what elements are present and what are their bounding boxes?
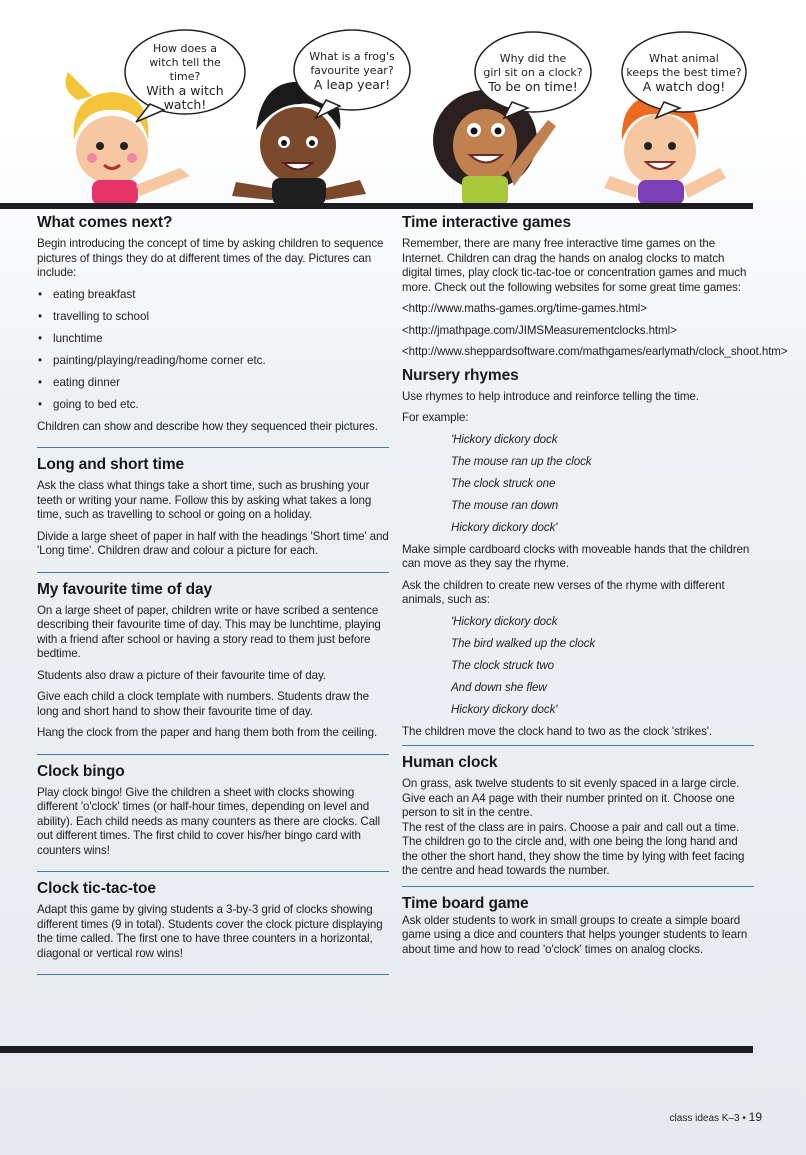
paragraph: Use rhymes to help introduce and reinforce telling the time. [402, 389, 699, 403]
right-column [402, 214, 788, 978]
paragraph: Ask the class what things take a short time, such as brushing your teeth or writing your name. Follow this by asking what takes a long time, such as travelling to school or going on a holiday. [37, 479, 372, 521]
bubble-question-line: What is a frog's [309, 50, 395, 63]
section-clock-tic-tac-toe [37, 880, 389, 975]
page-number: 19 [748, 1110, 762, 1124]
section-heading: Long and short time [37, 456, 185, 473]
section-what-comes-next [37, 214, 389, 448]
speech-bubble-dog [625, 52, 743, 94]
paragraph: Give each child a clock template with numbers. Students draw the long and short hand to show their favourite time of day. [37, 690, 369, 718]
website-link[interactable]: <http://www.maths-games.org/time-games.html> [402, 302, 647, 315]
bubble-question-line: How does a [153, 42, 217, 55]
rhyme-line: Hickory dickory dock' [451, 520, 558, 534]
bubble-answer-line: A leap year! [313, 77, 391, 92]
section-heading: Nursery rhymes [402, 366, 519, 384]
left-column [37, 214, 389, 983]
paragraph: On a large sheet of paper, children write or have scribed a sentence describing their favourite time of day. This may be lunchtime, playing with a friend after school or having a story read to them just before bedtime. [37, 603, 381, 660]
bubble-answer-line: To be on time! [488, 79, 578, 94]
list-item: • lunchtime [37, 332, 389, 347]
section-heading: Time interactive games [402, 214, 571, 231]
bubble-answer-line: With a witch [146, 83, 224, 98]
bubble-question-line: favourite year? [310, 64, 394, 77]
bubble-question-line: What animal [649, 52, 719, 65]
list-item: • painting/playing/reading/home corner etc. [37, 354, 389, 369]
bubble-question-line: girl sit on a clock? [483, 66, 583, 79]
bullet-list [37, 288, 389, 413]
rhyme-line: Hickory dickory dock' [451, 702, 558, 716]
rhyme-line: The clock struck two [451, 658, 555, 672]
website-link[interactable]: <http://jmathpage.com/JIMSMeasurementclocks.html> [402, 323, 677, 337]
rhyme-line: The mouse ran down [451, 498, 559, 512]
list-item: • travelling to school [37, 310, 389, 325]
list-item: • eating dinner [37, 376, 389, 391]
speech-bubble-clock [483, 52, 583, 94]
section-heading: Clock tic-tac-toe [37, 880, 156, 897]
paragraph: Remember, there are many free interactive time games on the Internet. Children can drag the hands on analog clocks to match digital times, play clock tic-tac-toe or concentration games and much more. Check out the following websites for some great time games: [402, 237, 747, 294]
bubble-question-line: witch tell the time? [149, 56, 221, 83]
rhyme-line: And down she flew [451, 680, 547, 694]
paragraph: Divide a large sheet of paper in half with the headings 'Short time' and 'Long time'. Children draw and colour a picture for each. [37, 529, 389, 557]
paragraph: The children move the clock hand to two as the clock 'strikes'. [402, 724, 713, 738]
header-illustration [0, 0, 806, 210]
paragraph: Ask older students to work in small groups to create a simple board game using a dice and counters that helps younger students to learn about time and how to read 'o'clock' times on analog clocks. [402, 913, 748, 956]
bubble-question-line: keeps the best time? [626, 66, 742, 79]
section-heading: My favourite time of day [37, 580, 213, 598]
section-heading: Clock bingo [37, 762, 125, 780]
section-clock-bingo [37, 763, 389, 873]
paragraph: Make simple cardboard clocks with moveable hands that the children can move as they say the rhyme. [402, 542, 750, 570]
speech-bubble-frog [302, 50, 402, 92]
bubble-question-line: Why did the [499, 52, 567, 65]
bubble-answer-line: watch! [163, 97, 207, 112]
rhyme-verse [402, 615, 754, 718]
page-footer [670, 1110, 762, 1124]
paragraph: Ask the children to create new verses of the rhyme with different animals, such as: [402, 578, 725, 606]
section-heading: What comes next? [37, 214, 173, 231]
rhyme-line: The mouse ran up the clock [451, 454, 592, 468]
bottom-divider [0, 1046, 753, 1053]
rhyme-line: The clock struck one [451, 476, 556, 490]
section-time-board-game [402, 895, 754, 971]
list-item: • eating breakfast [37, 288, 389, 303]
paragraph: Begin introducing the concept of time by asking children to sequence pictures of things they do at different times of the day. Pictures can include: [37, 237, 384, 279]
section-human-clock [402, 754, 754, 879]
bubble-answer-line: A watch dog! [642, 79, 726, 94]
list-item: • going to bed etc. [37, 398, 389, 413]
paragraph: Adapt this game by giving students a 3-by-3 grid of clocks showing different times (9 in total). Students cover the clock picture displaying the time called. The first one to have three counters in a horizontal, diagonal or vertical row wins! [37, 903, 383, 960]
footer-label: class ideas K–3 • [669, 1113, 746, 1124]
section-heading: Time board game [402, 894, 529, 912]
top-divider [0, 203, 753, 209]
paragraph: On grass, ask twelve students to sit evenly spaced in a large circle. Give each an A4 page with their number printed on it. Choose one person to sit in the centre. [402, 777, 740, 819]
section-interactive-games [402, 214, 788, 360]
section-favourite-time [37, 581, 389, 755]
website-link[interactable]: <http://www.sheppardsoftware.com/mathgames/earlymath/clock_shoot.htm> [402, 345, 788, 358]
rhyme-line: The bird walked up the clock [451, 636, 596, 650]
rhyme-verse [402, 433, 754, 536]
paragraph: For example: [402, 411, 469, 424]
rhyme-line: 'Hickory dickory dock [451, 614, 558, 628]
paragraph: Play clock bingo! Give the children a sheet with clocks showing different 'o'clock' times (or half-hour times, depending on level and ability). Each child needs as many counters as there are clocks. Call out different times. The first child to cover his/her bingo card with counters wins! [37, 785, 381, 857]
section-divider [402, 745, 754, 746]
speech-bubble-witch [135, 42, 235, 112]
paragraph: The rest of the class are in pairs. Choose a pair and call out a time. The children go to the circle and, with one being the long hand and the other the short hand, they show the time by lying with feet facing the centre and head towards the number. [402, 820, 745, 877]
section-heading: Human clock [402, 754, 498, 771]
paragraph: Children can show and describe how they sequenced their pictures. [37, 419, 378, 433]
paragraph: Students also draw a picture of their favourite time of day. [37, 668, 326, 682]
rhyme-line: 'Hickory dickory dock [451, 432, 558, 446]
section-long-and-short-time [37, 456, 389, 573]
paragraph: Hang the clock from the paper and hang them both from the ceiling. [37, 726, 378, 739]
cartoon-children-illustration [0, 0, 806, 210]
section-nursery-rhymes [402, 367, 754, 740]
section-divider [402, 886, 754, 887]
